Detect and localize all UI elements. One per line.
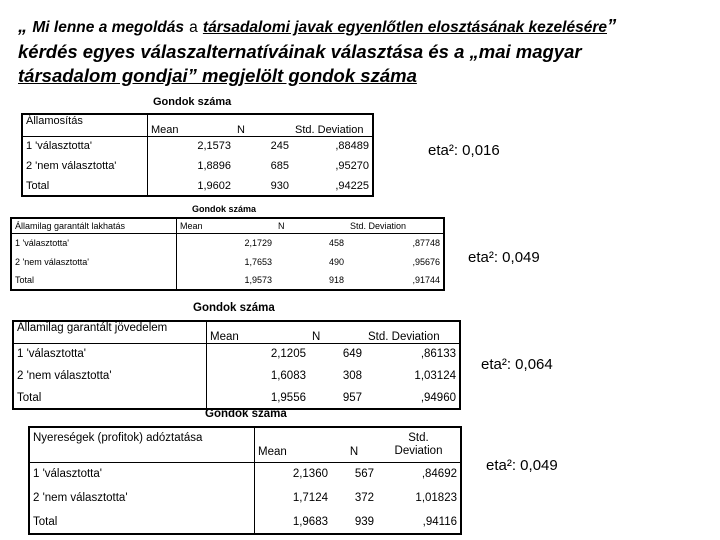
- table-row: 2 'nem választotta' 1,6083 308 1,03124: [13, 365, 460, 387]
- table-4-caption: Gondok száma: [205, 408, 287, 420]
- table-row: Total 1,9602 930 ,94225: [22, 176, 373, 196]
- table-row: Total 1,9683 939 ,94116: [29, 510, 461, 534]
- row-header: Államilag garantált lakhatás: [11, 218, 177, 233]
- col-n: N: [275, 218, 347, 233]
- table-3-caption: Gondok száma: [193, 302, 275, 314]
- table-3: [12, 320, 461, 410]
- table-1-caption: Gondok száma: [153, 96, 232, 108]
- eta-value-1: eta²: 0,016: [428, 142, 500, 159]
- table-row: 1 'választotta' 2,1205 649 ,86133: [13, 343, 460, 365]
- table-row: 1 'választotta' 2,1729 458 ,87748: [11, 233, 444, 252]
- col-sd: Std. Deviation: [377, 427, 461, 462]
- table-2-caption: Gondok száma: [192, 204, 257, 214]
- table-row: 2 'nem választotta' 1,7124 372 1,01823: [29, 486, 461, 510]
- table-4-header-row: [29, 427, 461, 462]
- col-mean: Mean: [207, 321, 310, 343]
- col-sd: Std. Deviation: [292, 114, 373, 136]
- col-mean: Mean: [255, 427, 332, 462]
- title-line-1: „ Mi lenne a megoldás a társadalomi javak egyenlőtlen elosztásának kezelésére”: [18, 15, 617, 36]
- table-row: 1 'választotta' 2,1360 567 ,84692: [29, 462, 461, 486]
- col-n: N: [234, 114, 292, 136]
- col-sd: Std. Deviation: [347, 218, 444, 233]
- col-mean: Mean: [148, 114, 235, 136]
- table-2: [10, 217, 445, 291]
- col-n: N: [309, 321, 365, 343]
- table-3-header-row: [13, 321, 460, 343]
- title-line-2: kérdés egyes válaszalternatíváinak választása és a „mai magyar: [18, 41, 582, 62]
- col-sd: Std. Deviation: [365, 321, 460, 343]
- table-row: Total 1,9573 918 ,91744: [11, 271, 444, 290]
- title-line-3: társadalom gondjai” megjelölt gondok száma: [18, 65, 417, 86]
- table-4: [28, 426, 462, 535]
- row-header: Nyereségek (profitok) adóztatása: [29, 427, 255, 462]
- table-1-header-row: [22, 114, 373, 136]
- slide-title: [18, 14, 718, 88]
- table-1: [21, 113, 374, 197]
- eta-value-2: eta²: 0,049: [468, 249, 540, 266]
- col-n: N: [331, 427, 377, 462]
- table-row: 1 'választotta' 2,1573 245 ,88489: [22, 136, 373, 156]
- row-header: Államilag garantált jövedelem: [13, 321, 207, 343]
- col-mean: Mean: [177, 218, 276, 233]
- table-row: Total 1,9556 957 ,94960: [13, 387, 460, 409]
- table-row: 2 'nem választotta' 1,7653 490 ,95676: [11, 252, 444, 271]
- eta-value-4: eta²: 0,049: [486, 457, 558, 474]
- table-2-header-row: [11, 218, 444, 233]
- eta-value-3: eta²: 0,064: [481, 356, 553, 373]
- table-row: 2 'nem választotta' 1,8896 685 ,95270: [22, 156, 373, 176]
- row-header: Államosítás: [22, 114, 148, 136]
